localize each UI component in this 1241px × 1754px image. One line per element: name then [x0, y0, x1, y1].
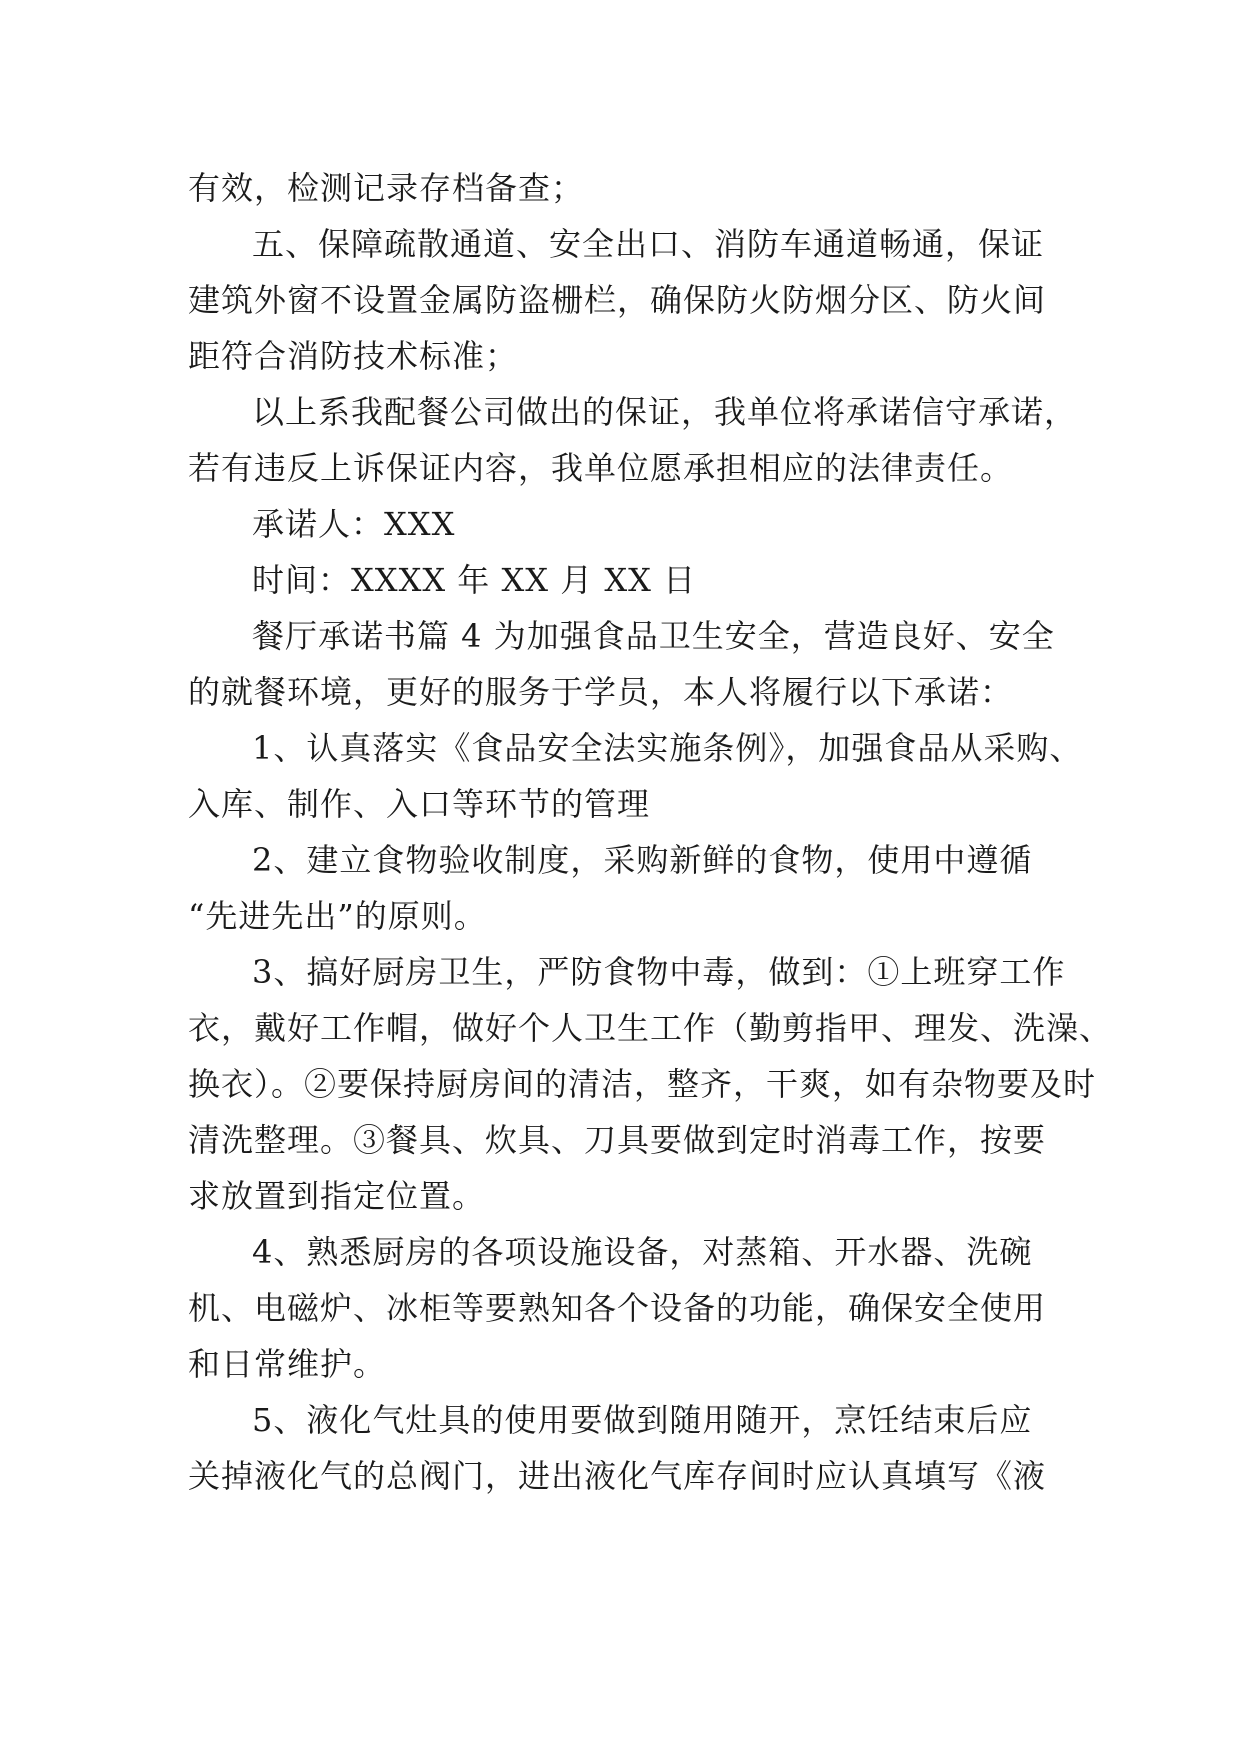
paragraph — [188, 832, 1058, 944]
paragraph — [188, 384, 1078, 496]
text-line: 3、搞好厨房卫生，严防食物中毒，做到：①上班穿工作 — [252, 953, 1066, 991]
text-line: 以上系我配餐公司做出的保证，我单位将承诺信守承诺， — [252, 393, 1078, 431]
document-body — [188, 160, 1113, 1504]
text-line: 5、液化气灶具的使用要做到随用随开，烹饪结束后应 — [252, 1401, 1033, 1439]
text-line: 1、认真落实《食品安全法实施条例》，加强食品从采购、 — [252, 729, 1083, 767]
text-line: 清洗整理。③餐具、炊具、刀具要做到定时消毒工作，按要 — [188, 1121, 1047, 1159]
paragraph — [188, 216, 1058, 384]
text-line: 五、保障疏散通道、安全出口、消防车通道畅通，保证 — [252, 225, 1045, 263]
text-line: 时间：XXXX 年 XX 月 XX 日 — [252, 561, 697, 599]
text-line: 求放置到指定位置。 — [188, 1177, 486, 1215]
text-line: 建筑外窗不设置金属防盗栅栏，确保防火防烟分区、防火间 — [188, 281, 1047, 319]
paragraph — [188, 552, 1058, 608]
text-line: 距符合消防技术标准； — [188, 337, 519, 375]
text-line: 的就餐环境，更好的服务于学员，本人将履行以下承诺： — [188, 673, 1014, 711]
text-line: 机、电磁炉、冰柜等要熟知各个设备的功能，确保安全使用 — [188, 1289, 1047, 1327]
text-line: 2、建立食物验收制度，采购新鲜的食物，使用中遵循 — [252, 841, 1033, 879]
text-line: 衣，戴好工作帽，做好个人卫生工作（勤剪指甲、理发、洗澡、 — [188, 1009, 1113, 1047]
text-line: 4、熟悉厨房的各项设施设备，对蒸箱、开水器、洗碗 — [252, 1233, 1033, 1271]
paragraph — [188, 608, 1058, 720]
paragraph — [188, 1392, 1058, 1504]
text-line: 若有违反上诉保证内容，我单位愿承担相应的法律责任。 — [188, 449, 1014, 487]
text-line: 有效，检测记录存档备查； — [188, 169, 585, 207]
paragraph — [188, 1224, 1058, 1392]
paragraph — [188, 944, 1113, 1224]
text-line: 和日常维护。 — [188, 1345, 387, 1383]
text-line: 换衣）。②要保持厨房间的清洁，整齐，干爽，如有杂物要及时 — [188, 1065, 1097, 1103]
text-line: 入库、制作、入口等环节的管理 — [188, 785, 651, 823]
paragraph — [188, 160, 1058, 216]
paragraph — [188, 720, 1083, 832]
text-line: “先进先出”的原则。 — [188, 897, 487, 935]
text-line: 关掉液化气的总阀门，进出液化气库存间时应认真填写《液 — [188, 1457, 1047, 1495]
paragraph — [188, 496, 1058, 552]
text-line: 承诺人：XXX — [252, 505, 456, 543]
text-line: 餐厅承诺书篇 4 为加强食品卫生安全，营造良好、安全 — [252, 617, 1055, 655]
